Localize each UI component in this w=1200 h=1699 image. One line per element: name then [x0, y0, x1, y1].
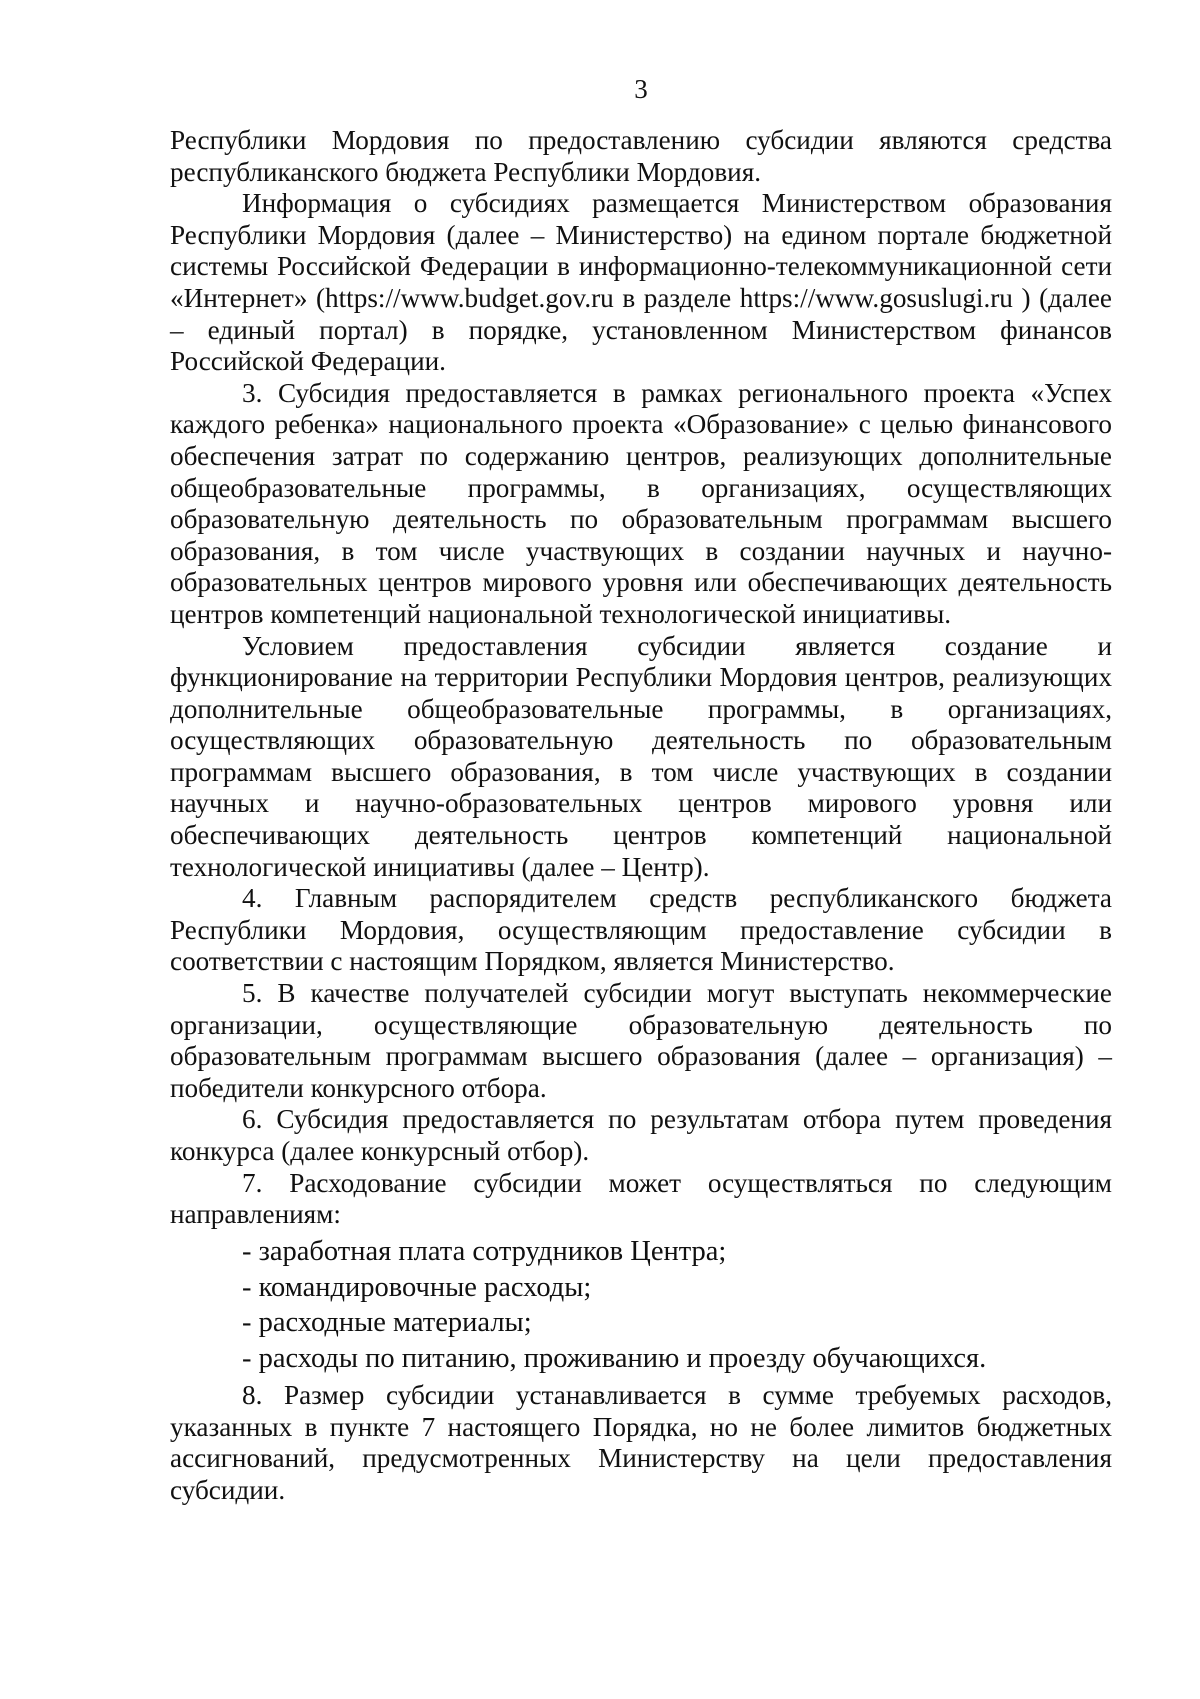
paragraph-item-4: 4. Главным распорядителем средств республиканского бюджета Республики Мордовия, осуществляющим предоставление субсидии в соответствии с настоящим Порядком, является Министерство.: [170, 883, 1112, 977]
expense-list: [170, 1234, 1112, 1377]
paragraph-item-8: 8. Размер субсидии устанавливается в сумме требуемых расходов, указанных в пункте 7 настоящего Порядка, но не более лимитов бюджетных ассигнований, предусмотренных Министерству на цели предоставления субсидии.: [170, 1379, 1112, 1505]
paragraph-funding-source: Республики Мордовия по предоставлению субсидии являются средства республиканского бюджета Республики Мордовия.: [170, 125, 1112, 187]
paragraph-item-6: 6. Субсидия предоставляется по результатам отбора путем проведения конкурса (далее конкурсный отбор).: [170, 1104, 1112, 1166]
list-item: - командировочные расходы;: [242, 1271, 592, 1303]
document-body: [170, 125, 1112, 1506]
paragraph-condition: Условием предоставления субсидии является создание и функционирование на территории Республики Мордовия центров, реализующих дополнительные общеобразовательные программы, в организациях, осуществляющих образовательную деятельность по образовательным программам высшего образования, в том числе участвующих в создании научных и научно-образовательных центров мирового уровня или обеспечивающих деятельность центров компетенций национальной технологической инициативы (далее – Центр).: [170, 630, 1112, 882]
paragraph-information-portal: Информация о субсидиях размещается Министерством образования Республики Мордовия (далее – Министерство) на едином портале бюджетной системы Российской Федерации в информационно-телекоммуникационной сети «Интернет» (https://www.budget.gov.ru в разделе https://www.gosuslugi.ru ) (далее – единый портал) в порядке, установленном Министерством финансов Российской Федерации.: [170, 188, 1112, 377]
list-item: - расходные материалы;: [242, 1307, 532, 1339]
paragraph-item-5: 5. В качестве получателей субсидии могут выступать некоммерческие организации, осуществляющие образовательную деятельность по образовательным программам высшего образования (далее – организация) – победители конкурсного отбора.: [170, 978, 1112, 1103]
page-number: 3: [634, 74, 648, 104]
paragraph-item-7: 7. Расходование субсидии может осуществляться по следующим направлениям:: [170, 1167, 1112, 1230]
paragraph-item-3: 3. Субсидия предоставляется в рамках регионального проекта «Успех каждого ребенка» национального проекта «Образование» с целью финансового обеспечения затрат по содержанию центров, реализующих дополнительные общеобразовательные программы, в организациях, осуществляющих образовательную деятельность по образовательным программам высшего образования, в том числе участвующих в создании научных и научно-образовательных центров мирового уровня или обеспечивающих деятельность центров компетенций национальной технологической инициативы.: [170, 377, 1112, 629]
list-item: - заработная плата сотрудников Центра;: [242, 1235, 727, 1267]
list-item: - расходы по питанию, проживанию и проезду обучающихся.: [242, 1343, 987, 1375]
